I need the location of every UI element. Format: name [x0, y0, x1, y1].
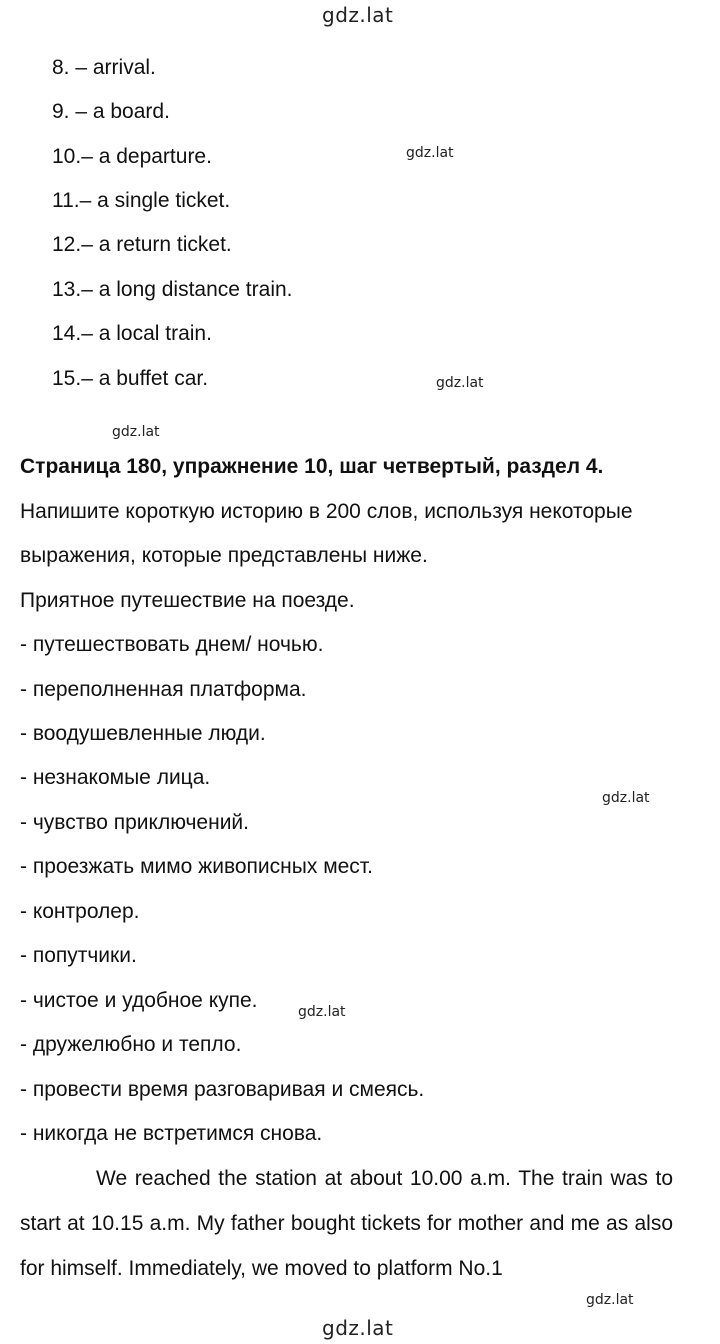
- bullet-item: - никогда не встретимся снова.: [20, 1122, 323, 1145]
- watermark-top: gdz.lat: [322, 3, 394, 27]
- watermark: gdz.lat: [436, 375, 484, 391]
- story-text: We reached the station at about 10.00 a.m. The train was to start at 10.15 a.m. My father bought tickets for mother and me as also for himself. Immediately, we moved to platform No.1: [20, 1167, 673, 1280]
- bullet-item: - попутчики.: [20, 944, 137, 967]
- bullet-item: - воодушевленные люди.: [20, 722, 266, 745]
- list-item: 12.– a return ticket.: [52, 233, 232, 256]
- bullet-item: - переполненная платформа.: [20, 678, 307, 701]
- watermark: gdz.lat: [602, 790, 650, 806]
- bullet-item: - чистое и удобное купе.: [20, 989, 258, 1012]
- bullet-item: - чувство приключений.: [20, 811, 250, 834]
- list-item: 13.– a long distance train.: [52, 278, 293, 301]
- list-item: 8. – arrival.: [52, 56, 156, 79]
- watermark: gdz.lat: [298, 1004, 346, 1020]
- watermark: gdz.lat: [406, 145, 454, 161]
- bullet-item: - провести время разговаривая и смеясь.: [20, 1078, 425, 1101]
- list-item: 15.– a buffet car.: [52, 367, 209, 390]
- task-text-line1: Напишите короткую историю в 200 слов, используя некоторые: [20, 500, 633, 523]
- bullet-item: - незнакомые лица.: [20, 766, 211, 789]
- list-item: 11.– a single ticket.: [52, 189, 231, 212]
- list-item: 9. – a board.: [52, 100, 170, 123]
- bullet-item: - проезжать мимо живописных мест.: [20, 855, 373, 878]
- bullet-item: - путешествовать днем/ ночью.: [20, 633, 324, 656]
- watermark-bottom: gdz.lat: [322, 1316, 394, 1340]
- list-item: 14.– a local train.: [52, 322, 212, 345]
- page-heading: Страница 180, упражнение 10, шаг четвертый, раздел 4.: [20, 455, 604, 478]
- bullet-item: - дружелюбно и тепло.: [20, 1033, 242, 1056]
- watermark: gdz.lat: [112, 424, 160, 440]
- bullet-item: - контролер.: [20, 900, 140, 923]
- list-item: 10.– a departure.: [52, 145, 212, 168]
- watermark: gdz.lat: [586, 1292, 634, 1308]
- task-text-line2: выражения, которые представлены ниже.: [20, 544, 428, 567]
- story-subtitle: Приятное путешествие на поезде.: [20, 589, 355, 612]
- story-paragraph: [20, 1156, 673, 1291]
